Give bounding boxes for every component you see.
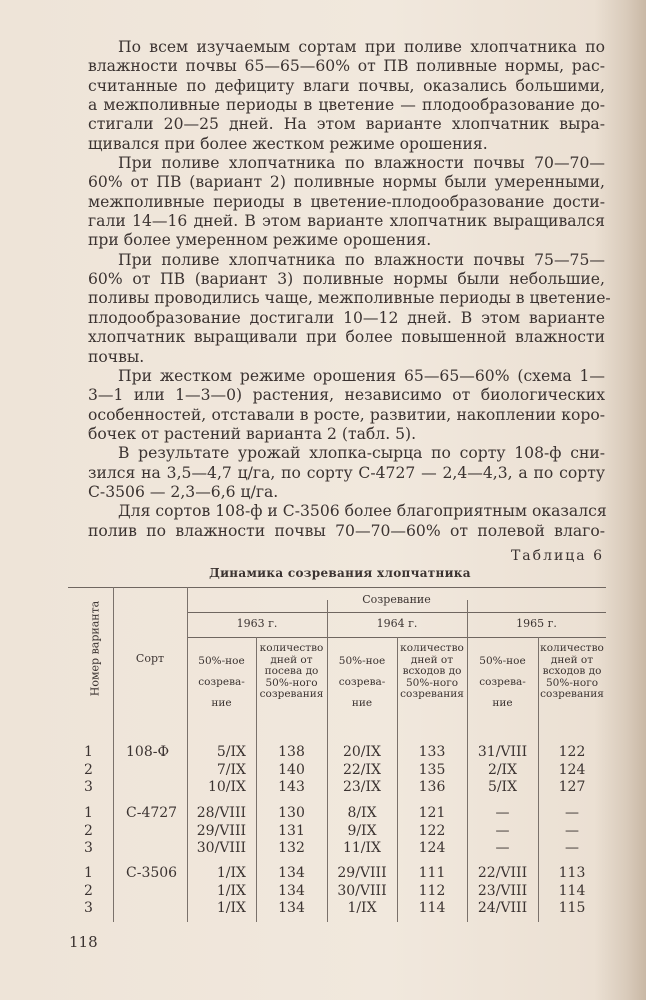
subheader-line: созрева- <box>479 676 526 688</box>
days-count: — <box>565 805 579 821</box>
days-count: 130 <box>278 805 305 821</box>
ripening-date: 22/IX <box>342 761 382 778</box>
ripening-table <box>68 587 606 922</box>
ripening-date: 1/IX <box>216 865 246 881</box>
days-count: 134 <box>278 900 305 916</box>
text-line: почвы. <box>88 347 145 366</box>
variant-number: 3 <box>84 900 93 916</box>
text-line: зился на 3,5—4,7 ц/га, по сорту С-4727 — 2,4—4,3, а по сорту <box>88 463 605 482</box>
column-rule <box>113 587 114 922</box>
ripening-date: — <box>495 805 510 821</box>
subheader-cell <box>327 651 397 714</box>
text-line: хлопчатник выращивали при более повышенной влажности <box>88 328 605 347</box>
subheader-line: созревания <box>400 688 464 700</box>
variant-number: 3 <box>84 840 93 856</box>
ripening-date: 2/IX <box>487 761 518 778</box>
ripening-date: 28/VIII <box>196 805 246 821</box>
text-line: плодообразование достигали 10—12 дней. В этом варианте <box>88 308 605 327</box>
days-count: 133 <box>418 744 446 760</box>
days-count: — <box>565 840 579 856</box>
text-line: бочек от растений варианта 2 (табл. 5). <box>88 424 417 443</box>
ripening-date: 10/IX <box>207 779 246 795</box>
days-count: — <box>565 822 579 839</box>
body-text <box>88 38 611 541</box>
subheader-cell <box>397 643 467 701</box>
header-year-1964: 1964 г. <box>376 617 418 630</box>
days-count: 127 <box>558 779 586 795</box>
text-line: 3—1 или 1—3—0) растения, независимо от биологических <box>88 386 605 405</box>
subheader-line: 50%-ное <box>479 655 526 667</box>
text-line: 60% от ПВ (вариант 3) поливные нормы были небольшие, <box>88 270 605 289</box>
text-line: поливы проводились чаще, межполивные периоды в цветение- <box>88 289 611 308</box>
sort-name: С-3506 <box>126 865 178 881</box>
ripening-date: 23/VIII <box>477 882 528 899</box>
text-line: 60% от ПВ (вариант 2) поливные нормы были умеренными, <box>88 173 605 192</box>
days-count: 113 <box>558 865 586 881</box>
ripening-date: 23/IX <box>342 779 382 795</box>
days-count: 135 <box>418 761 446 778</box>
header-variant-number: Номер варианта <box>88 600 102 697</box>
subheader-line: дней от <box>410 653 454 666</box>
subheader-line: 50%-ное <box>198 655 245 667</box>
variant-number: 2 <box>84 761 93 778</box>
days-count: 124 <box>418 840 446 856</box>
subheader-line: созревания <box>540 688 604 700</box>
variant-number: 1 <box>84 805 93 821</box>
page-number: 118 <box>69 933 98 951</box>
ripening-date: 8/IX <box>347 805 377 821</box>
subheader-line: посева до <box>264 665 319 677</box>
text-line: считанные по дефициту влаги почвы, оказались большими, <box>88 76 605 95</box>
subheader-line: всходов до <box>542 665 602 677</box>
ripening-date: 30/VIII <box>196 840 246 856</box>
header-year-1963: 1963 г. <box>236 617 278 630</box>
subheader-line: дней от <box>270 653 313 666</box>
variant-number: 3 <box>84 779 93 795</box>
text-line: При жестком режиме орошения 65—65—60% (схема 1— <box>118 366 605 385</box>
ripening-date: 29/VIII <box>196 822 246 839</box>
days-count: 122 <box>418 822 446 839</box>
text-line: полив по влажности почвы 70—70—60% от полевой влаго- <box>88 521 605 540</box>
subheader-line: дней от <box>550 653 594 666</box>
sort-name: С-4727 <box>126 805 178 821</box>
subheader-line: ние <box>351 697 373 709</box>
ripening-date: 22/VIII <box>477 865 528 881</box>
subheader-line: всходов до <box>402 665 462 677</box>
column-rule <box>187 587 188 922</box>
days-count: 131 <box>278 822 305 839</box>
days-count: 122 <box>558 744 586 760</box>
text-line: при более умеренном режиме орошения. <box>88 231 432 250</box>
ripening-date: 1/IX <box>216 900 246 916</box>
ripening-date: 1/IX <box>216 882 246 899</box>
days-count: 121 <box>418 805 446 821</box>
days-count: 138 <box>278 744 305 760</box>
days-count: 114 <box>558 882 586 899</box>
days-count: 140 <box>278 761 305 778</box>
text-line: При поливе хлопчатника по влажности почвы 70—70— <box>118 154 605 173</box>
header-rule <box>187 612 606 613</box>
days-count: 112 <box>418 882 446 899</box>
subheader-line: созревания <box>259 688 324 700</box>
ripening-date: 30/VIII <box>337 882 387 899</box>
text-line: При поливе хлопчатника по влажности почвы 75—75— <box>118 250 605 269</box>
text-line: щивался при более жестком режиме орошения. <box>88 134 488 153</box>
days-count: 132 <box>278 840 305 856</box>
variant-number: 2 <box>84 882 93 899</box>
subheader-line: количество <box>259 642 324 654</box>
text-line: С-3506 — 2,3—6,6 ц/га. <box>88 482 279 501</box>
text-line: гали 14—16 дней. В этом варианте хлопчатник выращивался <box>88 212 605 231</box>
subheader-line: количество <box>400 642 464 654</box>
subheader-cell <box>187 651 256 714</box>
days-count: 134 <box>278 882 305 899</box>
subheader-line: количество <box>540 642 604 654</box>
days-count: 111 <box>418 865 446 881</box>
ripening-date: 5/IX <box>216 744 246 760</box>
text-line: особенностей, отставали в росте, развитии, накоплении коро- <box>88 405 605 424</box>
subheader-line: созрева- <box>198 676 245 688</box>
variant-number: 2 <box>84 822 93 839</box>
variant-number: 1 <box>84 865 93 881</box>
subheader-cell <box>256 643 327 701</box>
text-line: а межполивные периоды в цветение — плодообразование до- <box>88 96 605 115</box>
header-year-1965: 1965 г. <box>516 617 557 630</box>
ripening-date: — <box>495 822 510 839</box>
text-line: влажности почвы 65—65—60% от ПВ поливные нормы, рас- <box>88 57 605 76</box>
subheader-line: ние <box>492 697 513 709</box>
subheader-cell <box>538 643 606 701</box>
subheader-line: 50%-ное <box>338 655 386 667</box>
ripening-date: 7/IX <box>216 761 246 778</box>
subheader-line: ние <box>211 697 232 709</box>
subheader-cell <box>467 651 538 714</box>
text-line: межполивные периоды в цветение-плодообразование дости- <box>88 192 605 211</box>
subheader-line: 50%-ного <box>265 676 318 689</box>
ripening-date: 1/IX <box>347 900 377 916</box>
days-count: 114 <box>418 900 446 916</box>
subheader-line: 50%-ного <box>405 676 459 689</box>
table-title: Динамика созревания хлопчатника <box>209 566 471 580</box>
ripening-date: 9/IX <box>347 822 377 839</box>
ripening-date: 29/VIII <box>337 865 387 881</box>
header-sort: Сорт <box>135 652 165 665</box>
subheader-line: 50%-ного <box>545 676 599 689</box>
ripening-date: 5/IX <box>487 779 518 795</box>
text-line: Для сортов 108-ф и С-3506 более благоприятным оказался <box>118 502 607 521</box>
ripening-date: — <box>495 840 510 856</box>
days-count: 124 <box>558 761 586 778</box>
text-line: стигали 20—25 дней. На этом варианте хлопчатник выра- <box>88 115 605 134</box>
days-count: 136 <box>418 779 446 795</box>
subheader-line: созрева- <box>338 676 386 688</box>
days-count: 134 <box>278 865 305 881</box>
ripening-date: 20/IX <box>342 744 382 760</box>
table-number: Таблица 6 <box>510 548 604 564</box>
sort-name: 108-Ф <box>126 744 170 760</box>
table-top-rule <box>68 587 606 588</box>
ripening-date: 11/IX <box>342 840 382 856</box>
text-line: По всем изучаемым сортам при поливе хлопчатника по <box>118 38 605 56</box>
days-count: 143 <box>278 779 305 795</box>
header-ripening: Созревание <box>362 593 431 606</box>
variant-number: 1 <box>84 744 93 760</box>
ripening-date: 24/VIII <box>477 900 528 916</box>
days-count: 115 <box>558 900 586 916</box>
text-line: В результате урожай хлопка-сырца по сорту 108-ф сни- <box>118 444 605 463</box>
ripening-date: 31/VIII <box>477 744 528 760</box>
